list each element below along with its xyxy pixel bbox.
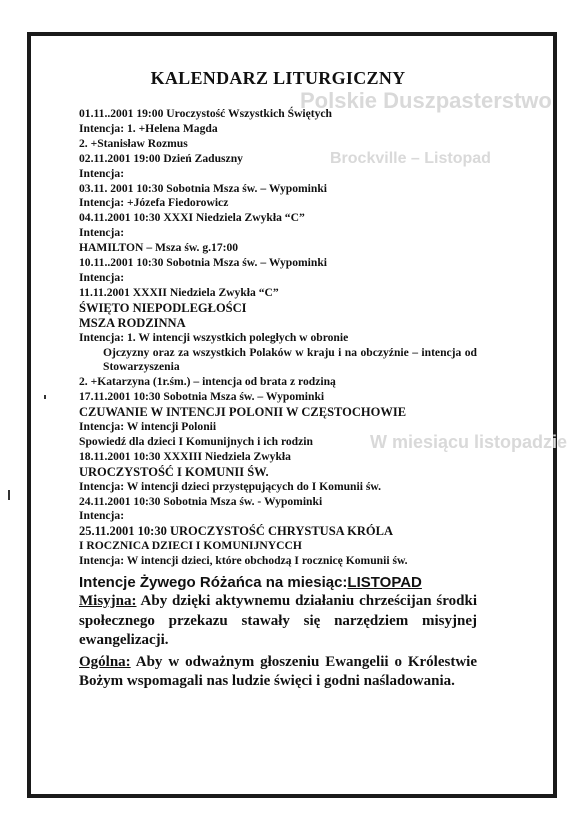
entry-line: 01.11..2001 19:00 Uroczystość Wszystkich Świętych [79, 107, 333, 120]
intention-lead: Intencja: 1. W intencji wszystkich poległych w obronie [79, 330, 349, 344]
entry-line: HAMILTON – Msza św. g.17:00 [79, 241, 239, 255]
entry-line: 18.11.2001 10:30 XXXIII Niedziela Zwykła [79, 449, 291, 463]
entry-line: Intencja: W intencji dzieci przystępujących do I Komunii św. [79, 479, 381, 493]
general-intention-label: Ogólna: [79, 653, 131, 670]
entry-line: ŚWIĘTO NIEPODLEGŁOŚCI [79, 300, 247, 315]
scan-mark [8, 490, 10, 500]
mission-intention-label: Misyjna: [79, 593, 137, 610]
bleed-through-heading: Polskie Duszpasterstwo [300, 88, 552, 113]
entry-line: Intencja: [79, 509, 125, 523]
entry-line: 11.11.2001 XXXII Niedziela Zwykła “C” [79, 285, 279, 299]
last-intention: Intencja: W intencji dzieci, które obchodzą I rocznicę Komunii św. [79, 554, 408, 568]
scan-mark-2 [44, 395, 46, 399]
entry-line: 02.11.2001 19:00 Dzień Zaduszny [79, 151, 243, 165]
entry-line: 2. +Stanisław Rozmus [79, 136, 188, 150]
general-intention [79, 653, 477, 692]
entry-line: I ROCZNICA DZIECI I KOMUNIJNYCCH [79, 539, 302, 553]
rosary-heading [79, 573, 477, 592]
entry-line: 25.11.2001 10:30 UROCZYSTOŚĆ CHRYSTUSA KRÓLA [79, 524, 393, 539]
intention-continuation: Ojczyzny oraz za wszystkich Polaków w kraju i na obczyźnie – intencja od Stowarzyszenia [103, 345, 477, 374]
rosary-heading-text: Intencje Żywego Różańca na miesiąc: [79, 574, 348, 592]
rosary-month: LISTOPAD [347, 574, 422, 592]
bleed-through-subheading: Brockville – Listopad [330, 150, 491, 167]
entry-line: CZUWANIE W INTENCJI POLONII W CZĘSTOCHOWIE [79, 405, 407, 420]
entry-line: Intencja: [79, 166, 125, 180]
general-intention-text: Aby w odważnym głoszeniu Ewangelii o Królestwie Bożym wspomagali nas ludzie święci i godni naśladowania. [79, 653, 477, 690]
entry-line: Spowiedź dla dzieci I Komunijnych i ich rodzin [79, 434, 313, 448]
entry-line: Intencja: +Józefa Fiedorowicz [79, 196, 229, 210]
page-title: KALENDARZ LITURGICZNY [150, 68, 406, 88]
calendar-content [79, 62, 477, 692]
entry-line: 17.11.2001 10:30 Sobotnia Msza św. – Wypominki [79, 390, 325, 404]
entry-line: MSZA RODZINNA [79, 315, 186, 330]
entry-line: Intencja: [79, 226, 125, 240]
entry-line: Intencja: 1. +Helena Magda [79, 121, 218, 135]
entry-line: 10.11..2001 10:30 Sobotnia Msza św. – Wypominki [79, 256, 328, 270]
rosary-section [79, 573, 477, 692]
entry-line: 2. +Katarzyna (1r.śm.) – intencja od brata z rodziną [79, 375, 336, 389]
entries-list [79, 107, 477, 569]
entry-line: 04.11.2001 10:30 XXXI Niedziela Zwykła “C” [79, 211, 305, 225]
bleed-through-paragraph: W miesiącu listopadzie [370, 432, 568, 452]
entry-line: 24.11.2001 10:30 Sobotnia Msza św. - Wypominki [79, 494, 323, 508]
entry-line: UROCZYSTOŚĆ I KOMUNII ŚW. [79, 464, 269, 479]
mission-intention [79, 592, 477, 651]
mission-intention-text: Aby dzięki aktywnemu działaniu chrześcijan środki społecznego przekazu stawały się narzędziem misyjnej ewangelizacji. [79, 593, 477, 649]
entry-line: 03.11. 2001 10:30 Sobotnia Msza św. – Wypominki [79, 181, 328, 195]
entry-line: Intencja: W intencji Polonii [79, 420, 217, 434]
entry-line: Intencja: [79, 270, 125, 284]
